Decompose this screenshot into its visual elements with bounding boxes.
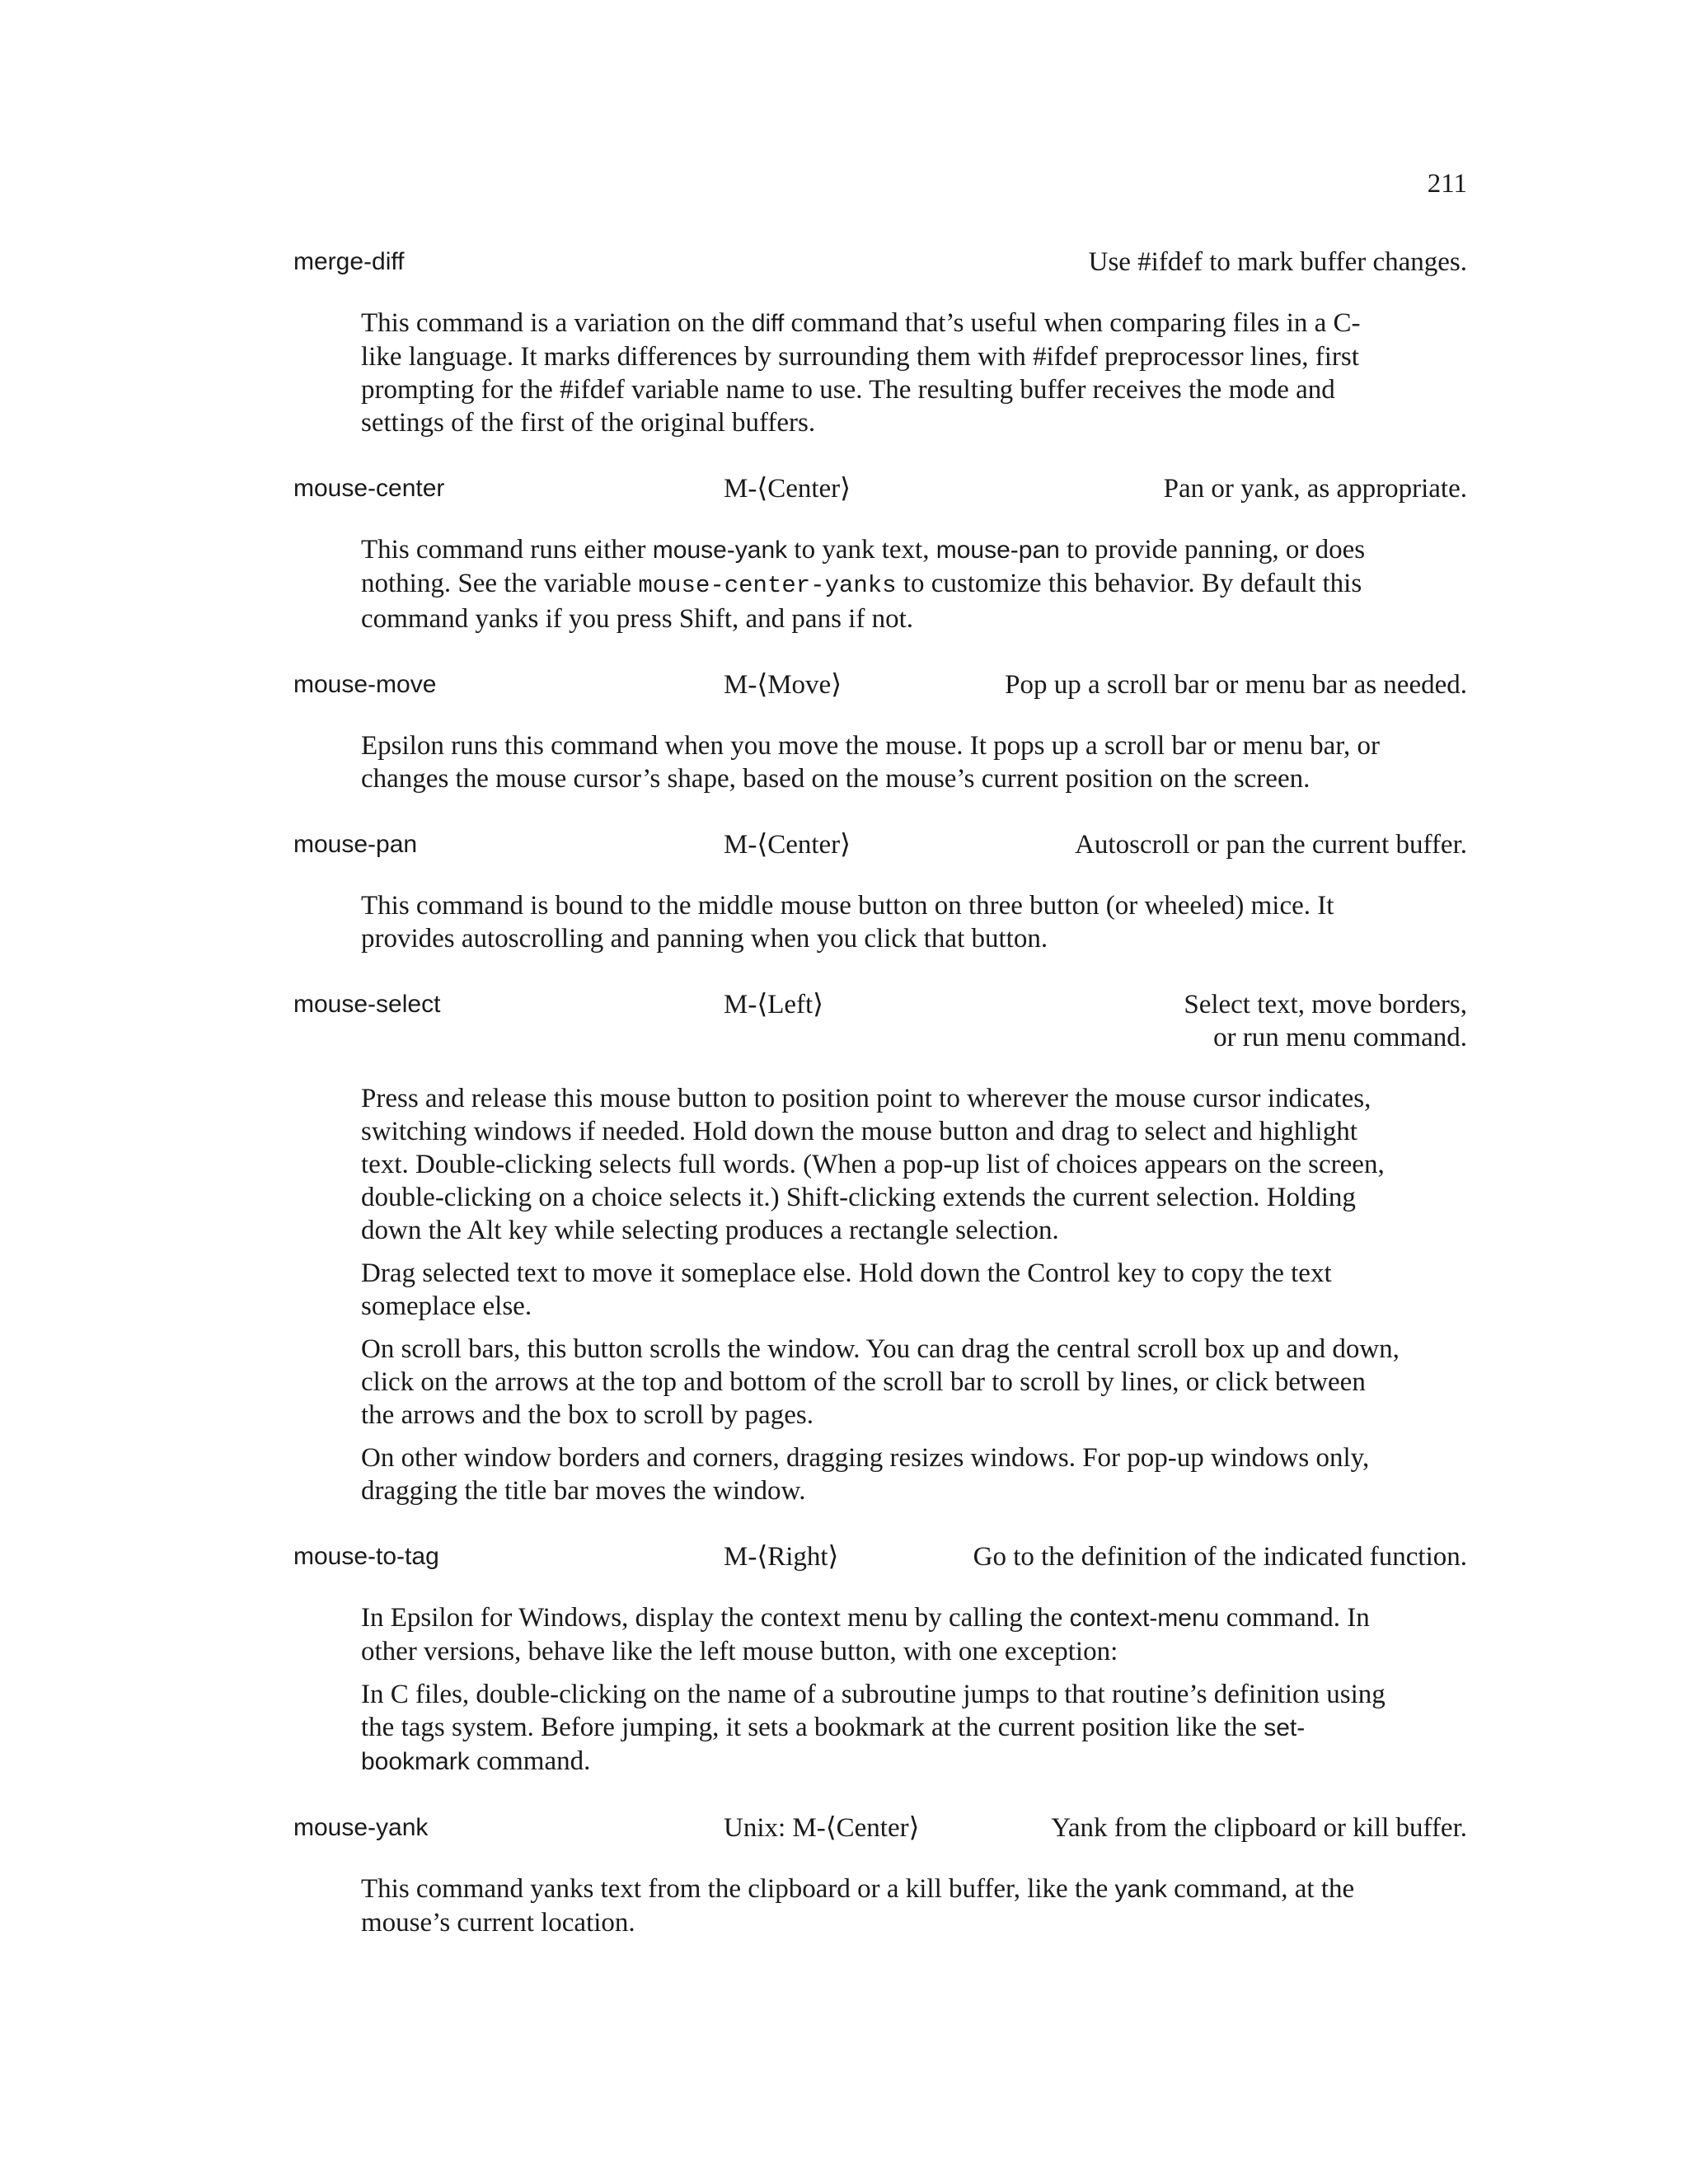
summary-line: Pop up a scroll bar or menu bar as needed. [1005,670,1467,700]
description-paragraph [361,1333,1401,1432]
summary-line: Go to the definition of the indicated function. [973,1542,1467,1572]
text-run: to customize this behavior. By default this command yanks if you press Shift, and pans if not. [361,569,1362,634]
variable-name: mouse-center-yanks [638,572,897,599]
text-run: Epsilon runs this command when you move the mouse. It pops up a scroll bar or menu bar, or changes the mouse cursor’s shape, based on the mouse’s current position on the screen. [361,731,1380,794]
command-meta [724,828,1467,861]
command-entry-mouse-move [293,668,1467,795]
description-paragraph [361,533,1401,635]
command-entry-mouse-yank [293,1811,1467,1939]
command-entry-mouse-center [293,472,1467,635]
command-header [293,988,1467,1054]
command-summary [1184,988,1467,1054]
key-binding: M-⟨Center⟩ [724,830,851,860]
command-reference: diff [751,310,785,337]
command-description [361,729,1401,795]
command-header [293,668,1467,701]
key-binding: Unix: M-⟨Center⟩ [724,1813,920,1843]
key-binding: M-⟨Left⟩ [724,990,824,1019]
command-entry-mouse-to-tag [293,1540,1467,1779]
command-reference: context-menu [1069,1605,1220,1632]
text-run: Press and release this mouse button to position point to wherever the mouse cursor indicates, switching windows if needed. Hold down the mouse button and drag to select and highlight text. Double-clicking selects full words. (When a pop-up list of choices appears on the screen, double-clicking on a choice selects it.) Shift-clicking extends the current selection. Holding down the Alt key while selecting produces a rectangle selection. [361,1084,1385,1245]
command-summary [1164,472,1467,505]
text-run: In C files, double-clicking on the name of a subroutine jumps to that routine’s definition using the tags system. Before jumping, it sets a bookmark at the current position like the [361,1680,1386,1742]
command-meta [724,1540,1467,1573]
command-summary [1089,246,1467,279]
key-binding: M-⟨Center⟩ [724,474,851,504]
key-binding: M-⟨Move⟩ [724,670,842,700]
command-summary [1051,1811,1467,1844]
text-run: On scroll bars, this button scrolls the window. You can drag the central scroll box up and down, click on the arrows at the top and bottom of the scroll bar to scroll by lines, or click between the arrows and the box to scroll by pages. [361,1334,1400,1430]
command-reference: yank [1114,1876,1167,1903]
text-run: command. [469,1746,591,1776]
command-meta [724,472,1467,505]
command-header [293,1540,1467,1573]
command-reference: mouse-pan [935,537,1060,564]
key-binding: M-⟨Right⟩ [724,1542,839,1572]
command-description [361,1082,1401,1507]
command-name: mouse-move [293,671,437,698]
summary-line: Pan or yank, as appropriate. [1163,474,1467,504]
command-summary [973,1540,1467,1573]
text-run: This command yanks text from the clipboard or a kill buffer, like the [361,1874,1115,1904]
command-name: mouse-to-tag [293,1543,439,1570]
command-header [293,246,1467,279]
command-meta [724,988,1467,1054]
description-paragraph [361,1872,1401,1939]
description-paragraph [361,729,1401,795]
command-description [361,307,1401,439]
summary-line: or run menu command. [1213,1023,1467,1052]
command-description [361,533,1401,635]
description-paragraph [361,1441,1401,1507]
text-run: This command is bound to the middle mouse button on three button (or wheeled) mice. It provides autoscrolling and panning when you click that button. [361,891,1334,954]
command-description [361,1601,1401,1779]
command-name: mouse-center [293,475,445,502]
text-run: In Epsilon for Windows, display the context menu by calling the [361,1603,1070,1633]
text-run: command. In other versions, behave like the left mouse button, with one exception: [361,1603,1370,1666]
text-run: to provide panning, or does nothing. See the variable [361,535,1366,598]
command-header [293,828,1467,861]
command-meta [724,1811,1467,1844]
command-name: mouse-pan [293,831,418,858]
text-run: Drag selected text to move it someplace else. Hold down the Control key to copy the text someplace else. [361,1258,1332,1321]
text-run: command, at the mouse’s current location. [361,1874,1355,1938]
page-number: 211 [1427,169,1467,199]
command-name: mouse-select [293,991,441,1018]
command-entry-merge-diff [293,246,1467,439]
command-header [293,1811,1467,1844]
summary-line: Yank from the clipboard or kill buffer. [1051,1813,1467,1843]
text-run: On other window borders and corners, dragging resizes windows. For pop-up windows only, dragging the title bar moves the window. [361,1443,1370,1506]
summary-line: Autoscroll or pan the current buffer. [1075,830,1467,860]
description-paragraph [361,1678,1401,1779]
description-paragraph [361,1082,1401,1247]
command-header [293,472,1467,505]
command-summary [1005,668,1467,701]
command-name: mouse-yank [293,1814,429,1841]
command-entries [293,246,1467,1972]
text-run: to yank text, [787,535,936,565]
summary-line: Select text, move borders, [1184,990,1467,1019]
description-paragraph [361,307,1401,439]
command-reference: set-bookmark [361,1714,1306,1775]
text-run: This command is a variation on the [361,308,752,338]
text-run: This command runs either [361,535,653,565]
description-paragraph [361,1257,1401,1323]
command-entry-mouse-select [293,988,1467,1507]
command-meta [724,668,1467,701]
summary-line: Use #ifdef to mark buffer changes. [1088,247,1467,277]
command-name: merge-diff [293,248,405,275]
command-entry-mouse-pan [293,828,1467,955]
command-meta [724,246,1467,279]
command-description [361,889,1401,955]
command-description [361,1872,1401,1939]
command-reference: mouse-yank [652,537,788,564]
text-run: command that’s useful when comparing files in a C-like language. It marks differences by surrounding them with #ifdef preprocessor lines, first prompting for the #ifdef variable name to use. The resulting buffer receives the mode and settings of the first of the original buffers. [361,308,1361,438]
command-summary [1075,828,1467,861]
description-paragraph [361,1601,1401,1668]
description-paragraph [361,889,1401,955]
